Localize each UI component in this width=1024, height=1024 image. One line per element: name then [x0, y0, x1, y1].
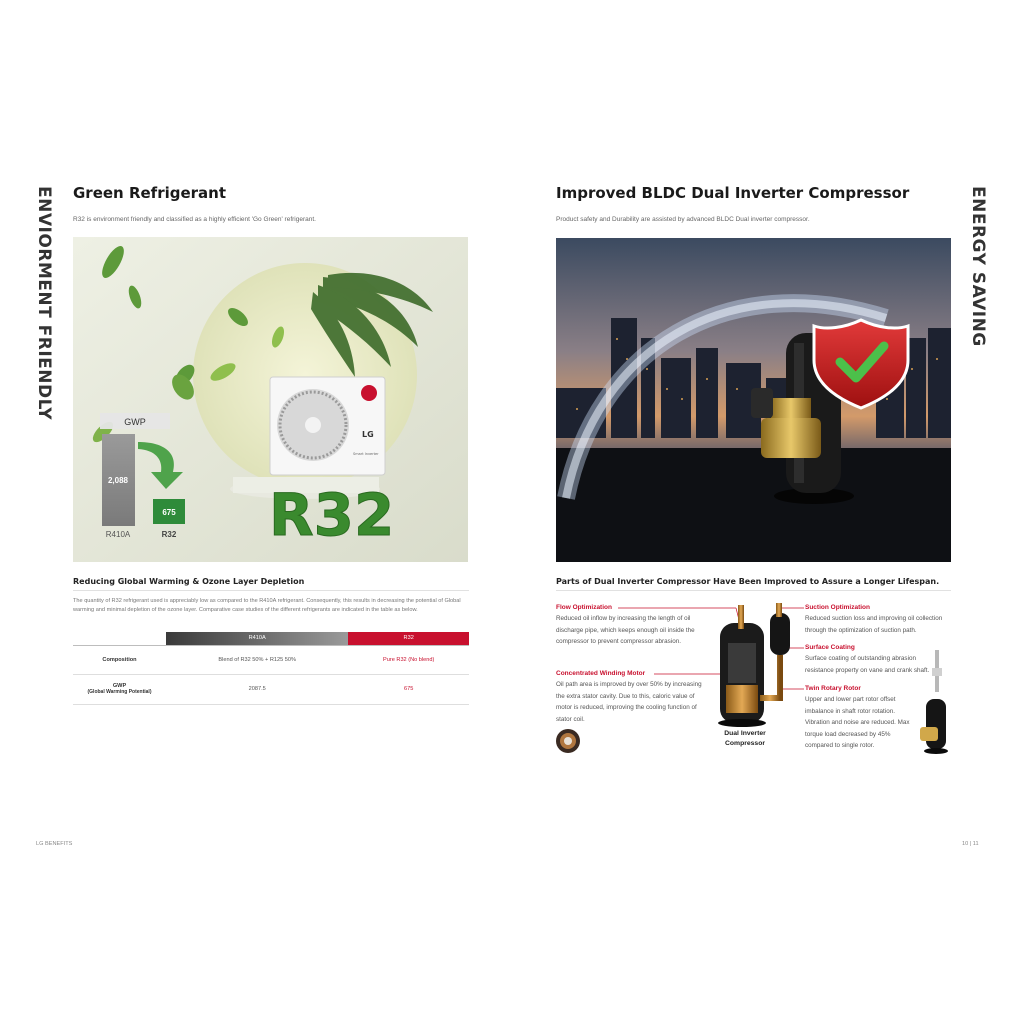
section-divider-left: [73, 590, 469, 591]
table-row-sublabel: (Global Warming Potential): [87, 689, 152, 695]
gwp-label: GWP: [124, 417, 146, 427]
table-row: [73, 645, 469, 674]
table-cell-r410a: 2087.5: [166, 674, 348, 704]
table-header-r410a: R410A: [166, 632, 348, 645]
feature-title-flow-optimization: Flow Optimization: [556, 604, 612, 611]
page-title-compressor: Improved BLDC Dual Inverter Compressor: [556, 184, 910, 202]
crank-shaft-icon: [930, 650, 944, 692]
r410a-value: 2,088: [107, 476, 129, 485]
feature-title-surface-coating: Surface Coating: [805, 644, 855, 651]
table-header-r32: R32: [348, 632, 469, 645]
feature-title-suction-optimization: Suction Optimization: [805, 604, 870, 611]
unit-product-text: Smart Inverter: [353, 452, 379, 456]
feature-text-surface-coating: Surface coating of outstanding abrasion resistance property on vane and crank shaft.: [805, 655, 930, 674]
compressor-caption-line2: Compressor: [724, 740, 766, 747]
section-title-global-warming: Reducing Global Warming & Ozone Layer Depletion: [73, 577, 305, 586]
feature-title-twin-rotary-rotor: Twin Rotary Rotor: [805, 685, 861, 692]
table-cell-r32: Pure R32 (No blend): [348, 645, 469, 674]
feature-text-flow-optimization: Reduced oil inflow by increasing the length of oil discharge pipe, which keeps enough oil inside the compressor to prevent compressor abrasion.: [556, 615, 695, 646]
compressor-caption-line1: Dual Inverter: [724, 730, 766, 737]
side-label-environment: ENVIORMENT FRIENDLY: [34, 186, 54, 421]
section-body-global-warming: The quantity of R32 refrigerant used is appreciably low as compared to the R410A refrigerant. Consequently, this results in decreasing the potential of Global warming and minimal depletion of the ozone layer. Comparative case studies of the different refrigerants are indicated in the table as below.: [73, 598, 461, 613]
hero-image-compressor: [556, 238, 951, 562]
feature-text-winding-motor: Oil path area is improved by over 50% by increasing the extra stator cavity. Due to this, caloric value of motor is reduced, improving the cooling function of stator coil.: [556, 681, 702, 723]
compressor-cutaway-icon: [712, 603, 806, 728]
section-divider-right: [556, 590, 951, 591]
table-cell-r410a: Blend of R32 50% + R125 50%: [166, 645, 348, 674]
refrigerant-comparison-table: [73, 632, 469, 705]
stator-cross-section-icon: [555, 728, 581, 754]
unit-brand-text: LG: [362, 430, 374, 439]
feature-text-suction-optimization: Reduced suction loss and improving oil collection through the optimization of suction path.: [805, 615, 943, 634]
footer-page-numbers: 10 | 11: [962, 841, 979, 847]
r32-value: 675: [162, 508, 176, 517]
r32-grass-text: R32: [269, 481, 395, 549]
feature-title-winding-motor: Concentrated Winding Motor: [556, 670, 646, 677]
section-title-compressor-parts: Parts of Dual Inverter Compressor Have Been Improved to Assure a Longer Lifespan.: [556, 577, 940, 586]
r32-label: R32: [161, 530, 177, 539]
side-label-energy-saving: ENERGY SAVING: [968, 186, 988, 347]
table-row-label: Composition: [73, 645, 166, 674]
page-subtitle-compressor: Product safety and Durability are assisted by advanced BLDC Dual inverter compressor.: [556, 216, 810, 223]
footer-left: LG BENEFITS: [36, 841, 73, 847]
feature-text-twin-rotary-rotor: Upper and lower part rotor offset imbalance in shaft rotor rotation. Vibration and noise are reduced. Max torque load decreased by 45% compared to single rotor.: [805, 696, 910, 750]
table-row: [73, 674, 469, 704]
page-subtitle-green-refrigerant: R32 is environment friendly and classified as a highly efficient 'Go Green' refrigerant.: [73, 216, 316, 223]
hero-image-r32: [73, 237, 468, 562]
table-row-label: GWP: [112, 683, 127, 689]
twin-rotary-compressor-icon: [918, 697, 948, 755]
outdoor-unit-icon: [270, 377, 385, 475]
table-cell-r32: 675: [348, 674, 469, 704]
page-title-green-refrigerant: Green Refrigerant: [73, 184, 227, 202]
compressor-caption: [712, 729, 778, 749]
r410a-label: R410A: [105, 530, 131, 539]
